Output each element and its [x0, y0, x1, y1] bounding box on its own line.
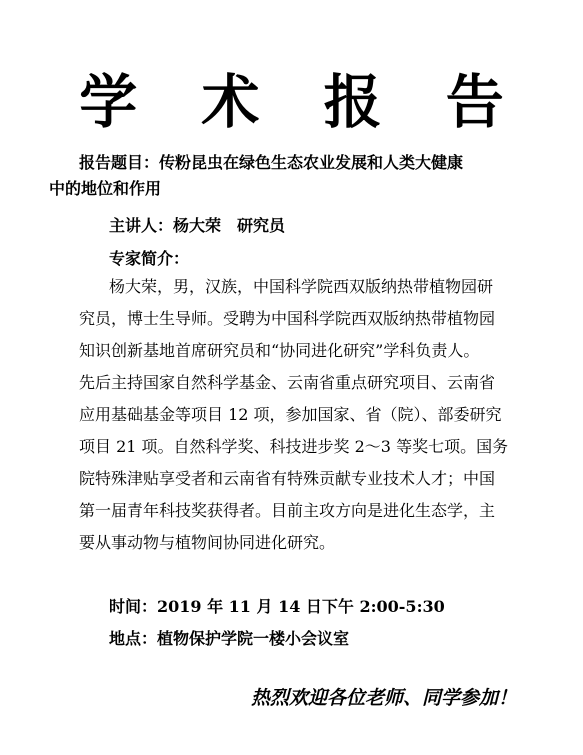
- speaker-line: 主讲人：杨大荣 研究员: [109, 216, 286, 235]
- location-line: 地点：植物保护学院一楼小会议室: [109, 629, 350, 648]
- page-title: 学 术 报 告: [79, 68, 526, 136]
- time-line: [109, 594, 561, 620]
- closing-invitation: 热烈欢迎各位老师、同学参加！: [250, 687, 517, 709]
- bio-line: 先后主持国家自然科学基金、云南省重点研究项目、云南省: [79, 373, 496, 392]
- time-text: 时间：2019 年 11 月 14 日下午 2:00-5:30: [109, 597, 445, 616]
- report-topic: [49, 150, 559, 202]
- bio-line: 第一届青年科技奖获得者。目前主攻方向是进化生态学，主: [79, 501, 496, 520]
- bio-line: 项目 21 项。自然科学奖、科技进步奖 2～3 等奖七项。国务: [79, 437, 509, 456]
- bio-line: 究员，博士生导师。受聘为中国科学院西双版纳热带植物园: [79, 309, 496, 328]
- bio-heading: 专家简介：: [109, 249, 190, 268]
- bio-paragraph: [79, 271, 531, 559]
- bio-line: 应用基础基金等项目 12 项，参加国家、省（院）、部委研究: [79, 405, 502, 424]
- bio-line: 要从事动物与植物间协同进化研究。: [79, 533, 336, 552]
- bio-line: 知识创新基地首席研究员和“协同进化研究”学科负责人。: [79, 341, 480, 360]
- bio-line: 杨大荣，男，汉族，中国科学院西双版纳热带植物园研: [109, 277, 494, 296]
- report-topic-line1: 报告题目：传粉昆虫在绿色生态农业发展和人类大健康: [79, 153, 464, 172]
- bio-line: 院特殊津贴享受者和云南省有特殊贡献专业技术人才；中国: [79, 469, 496, 488]
- report-topic-line2: 中的地位和作用: [49, 179, 162, 198]
